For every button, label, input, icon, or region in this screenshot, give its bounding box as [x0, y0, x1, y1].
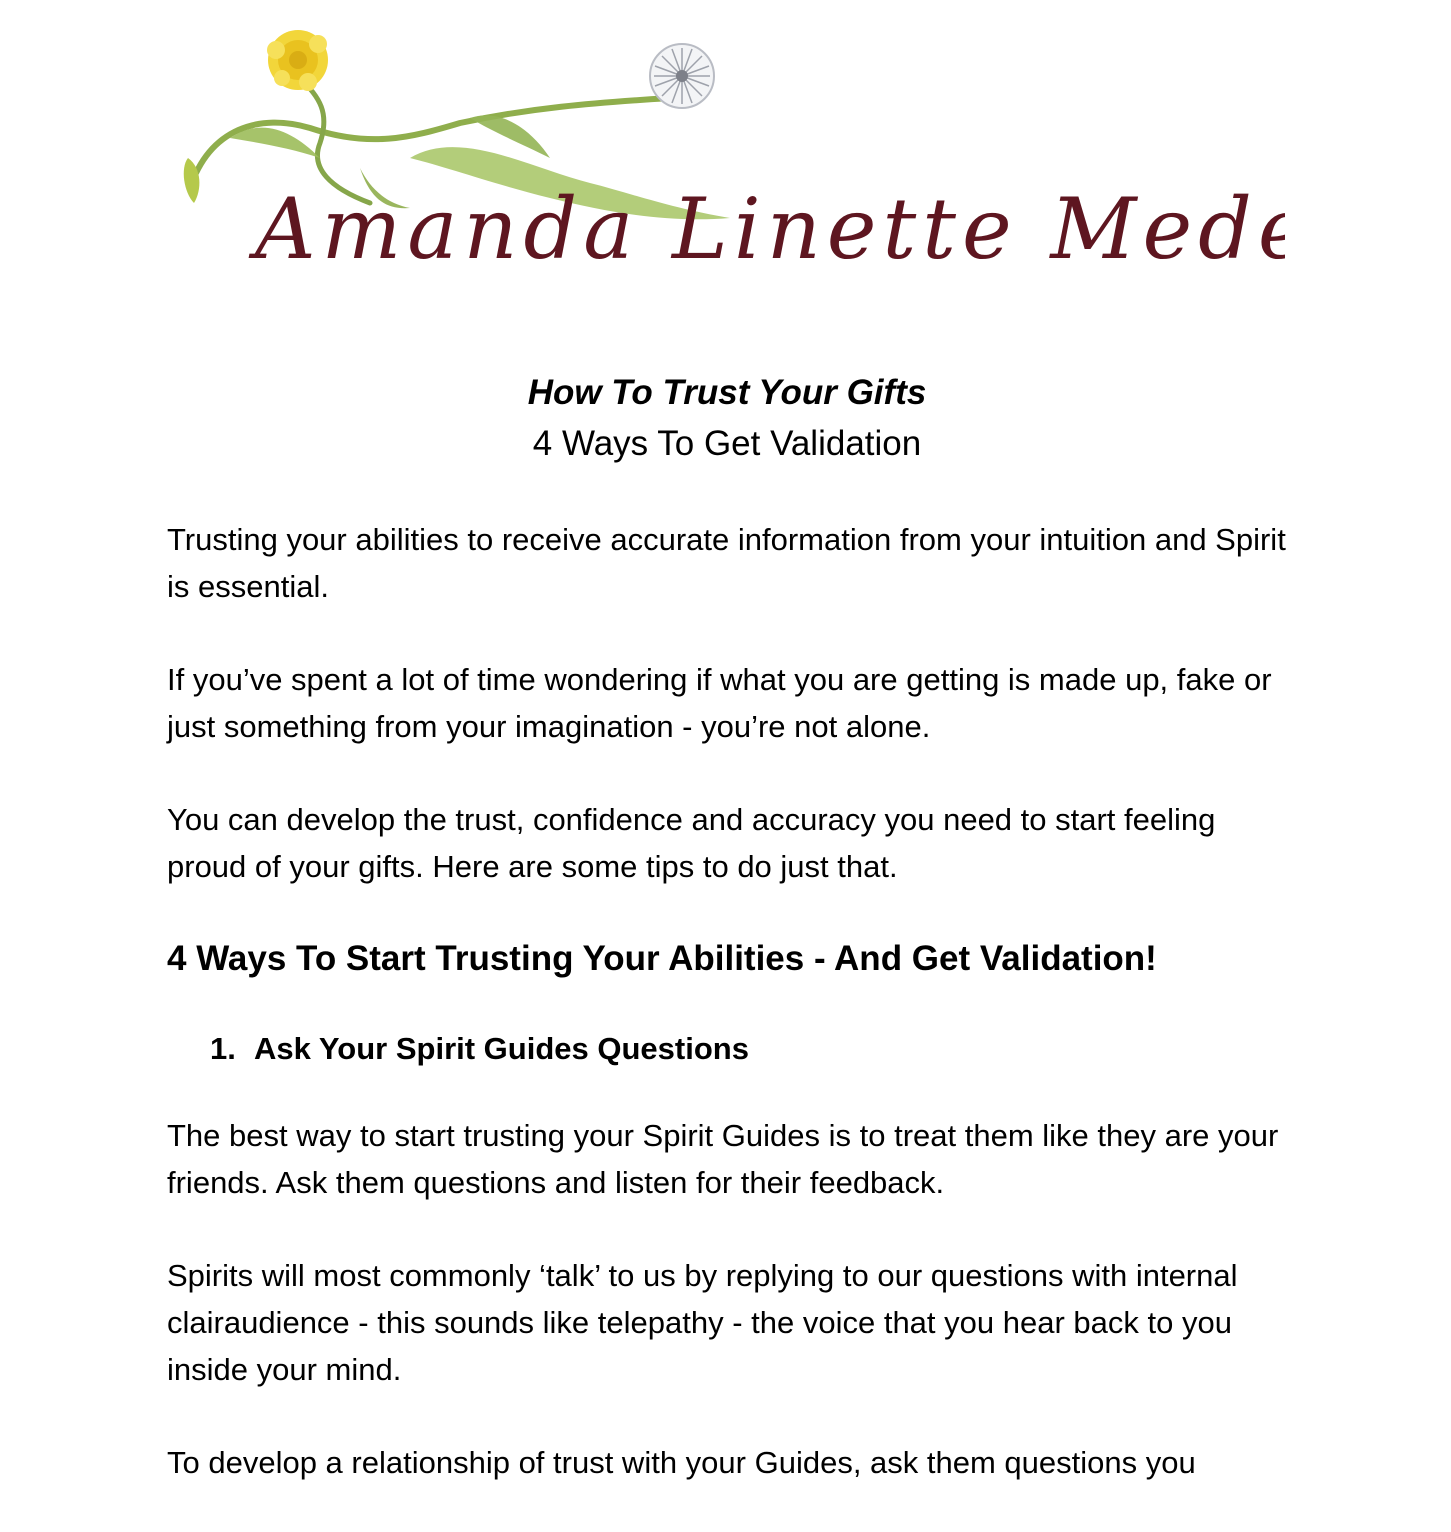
document-title: How To Trust Your Gifts [527, 373, 927, 412]
body-paragraph: The best way to start trusting your Spirit Guides is to treat them like they are your friends. Ask them questions and listen for their feedback. [167, 1118, 1279, 1200]
body-paragraph: To develop a relationship of trust with your Guides, ask them questions you [167, 1445, 1196, 1480]
body-paragraph: Spirits will most commonly ‘talk’ to us by replying to our questions with internal clairaudience - this sounds like telepathy - the voice that you hear back to you inside your mind. [167, 1258, 1238, 1387]
list-item [210, 1024, 1287, 1074]
list-item-label: Ask Your Spirit Guides Questions [254, 1031, 749, 1066]
intro-paragraph: If you’ve spent a lot of time wondering if what you are getting is made up, fake or just something from your imagination - you’re not alone. [167, 662, 1272, 744]
header-logo-illustration [170, 18, 1285, 280]
document-subtitle: 4 Ways To Get Validation [532, 424, 922, 463]
intro-paragraph: Trusting your abilities to receive accurate information from your intuition and Spirit is essential. [167, 522, 1286, 604]
yellow-flower-icon [267, 30, 328, 91]
intro-paragraph: You can develop the trust, confidence and accuracy you need to start feeling proud of your gifts. Here are some tips to do just that. [167, 802, 1216, 884]
seed-puff-icon [650, 44, 714, 108]
tips-list [167, 1024, 1287, 1074]
title-block [167, 368, 1287, 470]
document-body [167, 368, 1287, 1532]
list-item-number: 1. [210, 1031, 236, 1066]
section-heading: 4 Ways To Start Trusting Your Abilities - And Get Validation! [167, 939, 1157, 978]
leaf-icon [230, 128, 320, 158]
logo-script-text: Amanda Linette Meder [255, 180, 1285, 278]
